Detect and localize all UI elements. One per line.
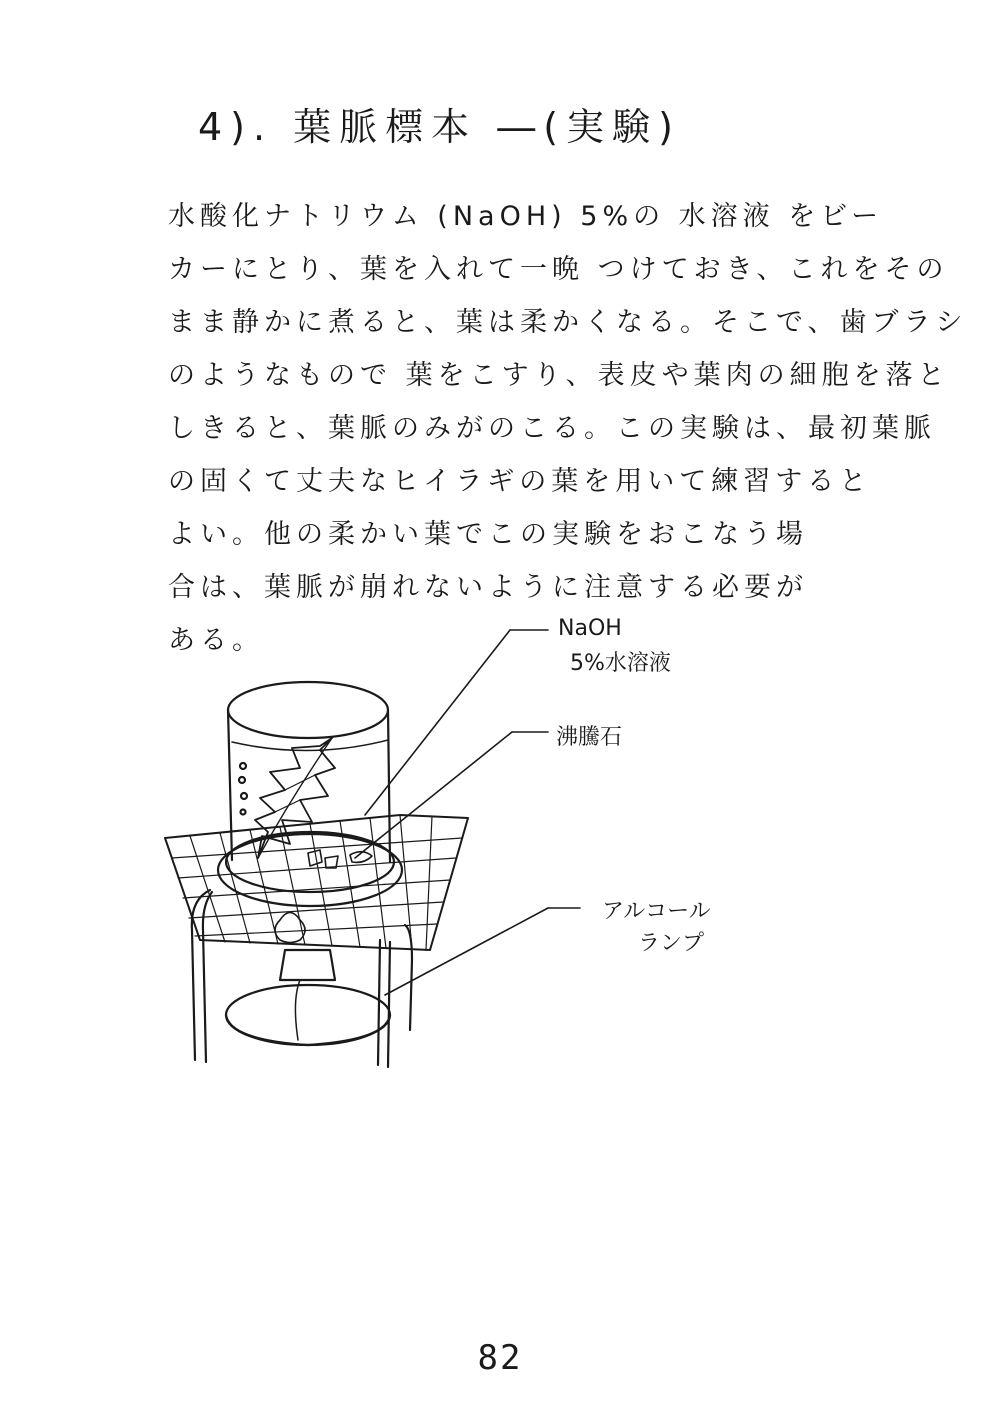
body-line: よい。他の柔かい葉でこの実験をおこなう場: [168, 519, 808, 550]
body-line: のようなもので 葉をこすり、表皮や葉肉の細胞を落と: [168, 360, 950, 391]
body-line: 合は、葉脈が崩れないように注意する必要が: [168, 572, 808, 603]
body-line: 水酸化ナトリウム (NaOH) 5%の 水溶液 をビー: [168, 201, 884, 232]
wire-mesh: [165, 815, 468, 950]
page-number: 82: [477, 1338, 523, 1378]
label-boiling-stone: 沸騰石: [556, 725, 623, 750]
label-alcohol: アルコール: [602, 899, 711, 924]
label-naoh-solution: 5%水溶液: [570, 651, 671, 676]
body-line: ある。: [168, 625, 264, 656]
tripod-stand: [192, 890, 412, 1067]
body-paragraph: [168, 190, 968, 667]
body-line: まま静かに煮ると、葉は柔かくなる。そこで、歯ブラシ: [168, 307, 968, 338]
body-line: しきると、葉脈のみがのこる。この実験は、最初葉脈: [168, 413, 936, 444]
label-lamp: ランプ: [638, 931, 705, 956]
body-line: の固くて丈夫なヒイラギの葉を用いて練習すると: [168, 466, 872, 497]
label-naoh: NaOH: [558, 616, 622, 641]
section-heading: 4). 葉脈標本 ―(実験): [198, 105, 681, 149]
alcohol-lamp: [226, 913, 390, 1046]
body-line: カーにとり、葉を入れて一晩 つけておき、これをその: [168, 254, 949, 285]
experiment-illustration: [150, 600, 790, 1080]
leaf: [255, 738, 335, 858]
beaker: [218, 682, 402, 906]
